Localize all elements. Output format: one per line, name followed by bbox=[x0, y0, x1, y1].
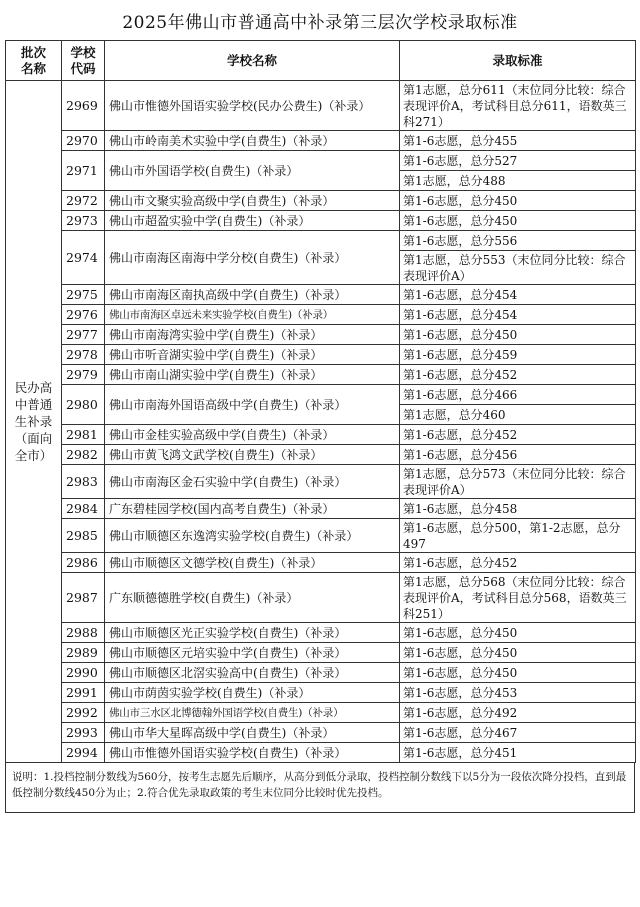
school-name: 佛山市黄飞鸿文武学校(自费生)（补录） bbox=[105, 445, 400, 465]
admission-criteria: 第1-6志愿，总分556 bbox=[400, 231, 636, 251]
school-code: 2972 bbox=[62, 191, 105, 211]
school-name: 佛山市惟德外国语实验学校(民办公费生)（补录） bbox=[105, 81, 400, 131]
table-row bbox=[6, 285, 636, 305]
table-row bbox=[6, 445, 636, 465]
admission-criteria: 第1-6志愿，总分458 bbox=[400, 499, 636, 519]
school-code: 2983 bbox=[62, 465, 105, 499]
school-code: 2993 bbox=[62, 723, 105, 743]
table-row bbox=[6, 723, 636, 743]
table-row bbox=[6, 623, 636, 643]
school-name: 佛山市南海区卓远未来实验学校(自费生)（补录） bbox=[105, 305, 400, 325]
admission-criteria: 第1志愿，总分568（末位同分比较：综合表现评价A，考试科目总分568，语数英三科251） bbox=[400, 573, 636, 623]
admission-criteria: 第1-6志愿，总分452 bbox=[400, 365, 636, 385]
batch-name-line: 中普通 bbox=[14, 397, 53, 412]
admission-criteria: 第1-6志愿，总分451 bbox=[400, 743, 636, 763]
school-name: 佛山市南海湾实验中学(自费生)（补录） bbox=[105, 325, 400, 345]
school-code: 2975 bbox=[62, 285, 105, 305]
table-row bbox=[6, 465, 636, 499]
admission-criteria: 第1-6志愿，总分459 bbox=[400, 345, 636, 365]
school-code: 2971 bbox=[62, 151, 105, 191]
school-name: 佛山市外国语学校(自费生)（补录） bbox=[105, 151, 400, 191]
school-code: 2973 bbox=[62, 211, 105, 231]
school-code: 2986 bbox=[62, 553, 105, 573]
school-name: 佛山市南山湖实验中学(自费生)（补录） bbox=[105, 365, 400, 385]
school-name: 佛山市南海外国语高级中学(自费生)（补录） bbox=[105, 385, 400, 425]
batch-name-cell bbox=[6, 81, 62, 763]
table-row bbox=[6, 519, 636, 553]
school-name: 佛山市华大星晖高级中学(自费生)（补录） bbox=[105, 723, 400, 743]
header-school-name: 学校名称 bbox=[105, 41, 400, 81]
admission-criteria: 第1-6志愿，总分450 bbox=[400, 191, 636, 211]
school-code: 2976 bbox=[62, 305, 105, 325]
table-row bbox=[6, 683, 636, 703]
school-name: 佛山市顺德区光正实验学校(自费生)（补录） bbox=[105, 623, 400, 643]
school-name: 广东碧桂园学校(国内高考自费生)（补录） bbox=[105, 499, 400, 519]
admission-criteria: 第1志愿，总分553（末位同分比较：综合表现评价A） bbox=[400, 251, 636, 285]
school-name: 佛山市惟德外国语实验学校(自费生)（补录） bbox=[105, 743, 400, 763]
admission-criteria: 第1-6志愿，总分452 bbox=[400, 553, 636, 573]
header-row bbox=[6, 41, 636, 81]
admission-criteria: 第1-6志愿，总分527 bbox=[400, 151, 636, 171]
admission-criteria: 第1-6志愿，总分500，第1-2志愿，总分497 bbox=[400, 519, 636, 553]
school-code: 2984 bbox=[62, 499, 105, 519]
table-row bbox=[6, 703, 636, 723]
school-name: 佛山市顺德区北滘实验高中(自费生)（补录） bbox=[105, 663, 400, 683]
school-name: 佛山市超盈实验中学(自费生)（补录） bbox=[105, 211, 400, 231]
school-name: 佛山市顺德区东逸湾实验学校(自费生)（补录） bbox=[105, 519, 400, 553]
header-criteria: 录取标准 bbox=[400, 41, 636, 81]
admission-criteria: 第1-6志愿，总分453 bbox=[400, 683, 636, 703]
admission-criteria: 第1-6志愿，总分455 bbox=[400, 131, 636, 151]
table-body bbox=[6, 81, 636, 763]
admission-criteria: 第1-6志愿，总分450 bbox=[400, 643, 636, 663]
table-row bbox=[6, 663, 636, 683]
batch-name-line: 全市） bbox=[14, 448, 53, 463]
table-row bbox=[6, 211, 636, 231]
table-row bbox=[6, 385, 636, 405]
school-name: 佛山市荫茵实验学校(自费生)（补录） bbox=[105, 683, 400, 703]
table-row bbox=[6, 325, 636, 345]
admission-criteria: 第1-6志愿，总分454 bbox=[400, 285, 636, 305]
school-code: 2974 bbox=[62, 231, 105, 285]
admission-criteria: 第1-6志愿，总分450 bbox=[400, 623, 636, 643]
school-name: 佛山市三水区北博德翰外国语学校(自费生)（补录） bbox=[105, 703, 400, 723]
admission-criteria: 第1-6志愿，总分467 bbox=[400, 723, 636, 743]
school-code: 2977 bbox=[62, 325, 105, 345]
school-name: 佛山市金桂实验高级中学(自费生)（补录） bbox=[105, 425, 400, 445]
school-code: 2985 bbox=[62, 519, 105, 553]
admission-criteria: 第1-6志愿，总分466 bbox=[400, 385, 636, 405]
school-code: 2980 bbox=[62, 385, 105, 425]
page-title: 2025年佛山市普通高中补录第三层次学校录取标准 bbox=[122, 13, 518, 33]
school-name: 佛山市南海区金石实验中学(自费生)（补录） bbox=[105, 465, 400, 499]
school-name: 广东顺德德胜学校(自费生)（补录） bbox=[105, 573, 400, 623]
table-row bbox=[6, 131, 636, 151]
admission-criteria: 第1志愿，总分573（末位同分比较：综合表现评价A） bbox=[400, 465, 636, 499]
document-page bbox=[5, 6, 635, 813]
admission-criteria: 第1-6志愿，总分456 bbox=[400, 445, 636, 465]
school-code: 2988 bbox=[62, 623, 105, 643]
table-row bbox=[6, 553, 636, 573]
school-name: 佛山市顺德区文德学校(自费生)（补录） bbox=[105, 553, 400, 573]
school-name: 佛山市南海区南海中学分校(自费生)（补录） bbox=[105, 231, 400, 285]
admission-criteria: 第1-6志愿，总分452 bbox=[400, 425, 636, 445]
table-row bbox=[6, 365, 636, 385]
school-name: 佛山市南海区南执高级中学(自费生)（补录） bbox=[105, 285, 400, 305]
batch-name-line: 生补录 bbox=[14, 414, 53, 429]
school-code: 2989 bbox=[62, 643, 105, 663]
admission-criteria: 第1志愿，总分488 bbox=[400, 171, 636, 191]
school-code: 2982 bbox=[62, 445, 105, 465]
school-code: 2978 bbox=[62, 345, 105, 365]
school-code: 2969 bbox=[62, 81, 105, 131]
admission-criteria: 第1志愿，总分460 bbox=[400, 405, 636, 425]
school-code: 2981 bbox=[62, 425, 105, 445]
school-code: 2987 bbox=[62, 573, 105, 623]
table-row bbox=[6, 305, 636, 325]
table-row bbox=[6, 643, 636, 663]
table-row bbox=[6, 191, 636, 211]
school-code: 2991 bbox=[62, 683, 105, 703]
admission-criteria: 第1-6志愿，总分450 bbox=[400, 325, 636, 345]
table-row bbox=[6, 743, 636, 763]
table-row bbox=[6, 81, 636, 131]
admission-criteria: 第1志愿，总分611（末位同分比较：综合表现评价A，考试科目总分611，语数英三科271） bbox=[400, 81, 636, 131]
header-batch: 批次 名称 bbox=[6, 41, 62, 81]
batch-name-line: （面向 bbox=[14, 431, 53, 446]
table-row bbox=[6, 345, 636, 365]
footnote: 说明：1.投档控制分数线为560分，按考生志愿先后顺序，从高分到低分录取，投档控制分数线下以5分为一段依次降分投档，直到最低控制分数线450分为止；2.符合优先录取政策的考生末位同分比较时优先投档。 bbox=[5, 763, 635, 813]
school-code: 2970 bbox=[62, 131, 105, 151]
admission-criteria: 第1-6志愿，总分492 bbox=[400, 703, 636, 723]
table-row bbox=[6, 425, 636, 445]
school-code: 2979 bbox=[62, 365, 105, 385]
table-row bbox=[6, 151, 636, 171]
admission-criteria: 第1-6志愿，总分454 bbox=[400, 305, 636, 325]
table-row bbox=[6, 231, 636, 251]
school-name: 佛山市顺德区元培实验中学(自费生)（补录） bbox=[105, 643, 400, 663]
admission-criteria: 第1-6志愿，总分450 bbox=[400, 211, 636, 231]
school-code: 2994 bbox=[62, 743, 105, 763]
table-row bbox=[6, 573, 636, 623]
school-code: 2992 bbox=[62, 703, 105, 723]
header-code: 学校 代码 bbox=[62, 41, 105, 81]
batch-name-line: 民办高 bbox=[14, 380, 53, 395]
admission-table bbox=[5, 40, 636, 763]
school-name: 佛山市岭南美术实验中学(自费生)（补录） bbox=[105, 131, 400, 151]
school-name: 佛山市听音湖实验中学(自费生)（补录） bbox=[105, 345, 400, 365]
school-code: 2990 bbox=[62, 663, 105, 683]
school-name: 佛山市文聚实验高级中学(自费生)（补录） bbox=[105, 191, 400, 211]
table-row bbox=[6, 499, 636, 519]
admission-criteria: 第1-6志愿，总分450 bbox=[400, 663, 636, 683]
